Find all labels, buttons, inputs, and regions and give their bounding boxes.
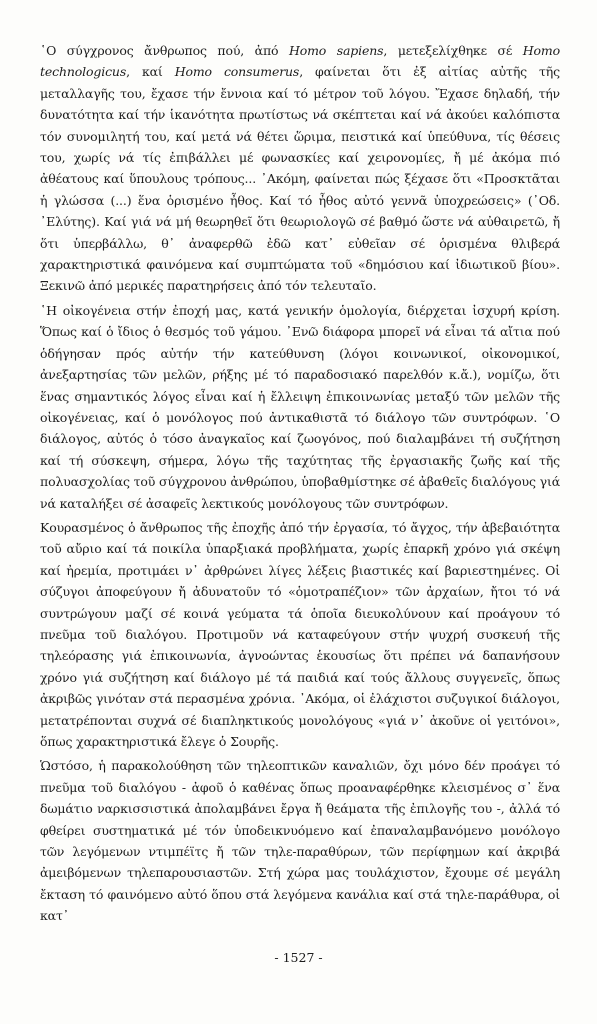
- paragraph: [40, 300, 560, 514]
- paragraph-text: Κουρασμένος ὁ ἄνθρωπος τῆς ἐποχῆς ἀπό τήν ἐργασία, τό ἄγχος, τήν ἀβεβαιότητα τοῦ αὔριο καί τά ποικίλα ὑπαρξιακά προβλήματα, χωρίς ἐπαρκῆ χρόνο γιά σκέψη καί ἠρεμία, προτιμάει ν᾿ ἀρθρώνει λίγες λέξεις βιαστικές καί βαριεστημένες. Οἱ σύζυγοι ἀποφεύγουν ἤ ἀδυνατοῦν τό «ὁμοτραπέζιον» τῶν ἀρχαίων, ἤτοι τό νά συντρώγουν μαζί σέ κοινά γεύματα τά ὁποῖα διευκολύνουν καί προάγουν τό πνεῦμα τοῦ διαλόγου. Προτιμοῦν νά καταφεύγουν στήν ψυχρή συσκευή τῆς τηλεόρασης γιά ἐπικοινωνία, ἀγνοώντας ἑκουσίως ὅτι πρέπει νά δαπανήσουν χρόνο γιά συζήτηση καί διάλογο μέ τά παιδιά καί τούς ἄλλους συγγενεῖς, ὅπως ἀκριβῶς γινόταν στά περασμένα χρόνια. ᾿Ακόμα, οἱ ἐλάχιστοι συζυγικοί διάλογοι, μετατρέπονται συχνά σέ διαπληκτικούς μονολόγους «γιά ν᾿ ἀκοῦνε οἱ γειτόνοι», ὅπως χαρακτηριστικά ἔλεγε ὁ Σουρῆς.: [40, 519, 560, 749]
- paragraph: [40, 40, 560, 297]
- italic-term: Homo consumerus: [174, 64, 300, 80]
- italic-term: Homo technologicus: [40, 43, 560, 80]
- paragraph: [40, 517, 560, 752]
- document-page: [40, 40, 560, 927]
- paragraph-text: , καί: [126, 64, 175, 80]
- paragraph-text: Ὡστόσο, ἡ παρακολούθηση τῶν τηλεοπτικῶν καναλιῶν, ὄχι μόνο δέν προάγει τό πνεῦμα τοῦ διαλόγου - ἀφοῦ ὁ καθένας ὅπως προαναφέρθηκε κλεισμένος σ᾿ ἕνα δωμάτιο ναρκισσιστικά ἀπολαμβάνει ἔργα ἤ θεάματα τῆς ἐπιλογῆς του -, ἀλλά τό φθείρει συστηματικά μέ τόν ὑποδεικνυόμενο καί ἐπαναλαμβανόμενο μονόλογο τῶν λεγόμενων ντιμπέϊτς ἤ τῶν τηλε-παραθύρων, τῶν περίφημων καί ἀκριβά ἀμειβόμενων τηλεπαρουσιαστῶν. Στή χώρα μας τουλάχιστον, ἔχουμε σέ μεγάλη ἔκταση τό φαινόμενο αὐτό ὅπου στά λεγόμενα κανάλια καί στά τηλε-παράθυρα, οἱ κατ᾿: [40, 758, 560, 924]
- paragraph-text: ῾Ο σύγχρονος ἄνθρωπος πού, ἀπό: [40, 43, 289, 58]
- italic-term: Homo sapiens: [288, 43, 384, 58]
- paragraph-text: , φαίνεται ὅτι ἐξ αἰτίας αὐτῆς τῆς μεταλλαγῆς του, ἔχασε τήν ἔννοια καί τό μέτρον τοῦ λόγου. Ἔχασε δηλαδή, τήν δυνατότητα καί τήν ἱκανότητα πρωτίστως νά σκέπτεται καί νά ἀκούει καλόπιστα τόν συνομιλητή του, καί μετά νά θέτει ὥριμα, πειστικά καί ὑπεύθυνα, τίς θέσεις του, χωρίς νά τίς ἐπιβάλλει μέ φωνασκίες καί χειρονομίες, ἤ μέ ἀκόμα πιό ἀθέατους καί ὕπουλους τρόπους... ᾿Ακόμη, φαίνεται πώς ξέχασε ὅτι «Προσκτᾶται ἡ γλώσσα (...) ἕνα ὁρισμένο ἦθος. Καί τό ἦθος αὐτό γεννᾶ ὑποχρεώσεις» (᾿Οδ. ᾿Ελύτης). Καί γιά νά μή θεωρηθεῖ ὅτι θεωριολογῶ σέ βαθμό ὥστε νά αὐθαιρετῶ, ἤ ὅτι ὑπερβάλλω, θ᾿ ἀναφερθῶ ἐδῶ κατ᾿ εὐθεῖαν σέ ὁρισμένα θλιβερά χαρακτηριστικά φαινόμενα καί συμπτώματα τοῦ «δημόσιου καί ἰδιωτικοῦ βίου». Ξεκινῶ ἀπό μερικές παρατηρήσεις ἀπό τόν τελευταῖο.: [40, 64, 560, 294]
- paragraph-text: , μετεξελίχθηκε σέ: [383, 43, 523, 58]
- paragraph-text: ῾Η οἰκογένεια στήν ἐποχή μας, κατά γενικήν ὁμολογία, διέρχεται ἰσχυρή κρίση. Ὅπως καί ὁ ἴδιος ὁ θεσμός τοῦ γάμου. ᾿Ενῶ διάφορα μπορεῖ νά εἶναι τά αἴτια πού ὁδήγησαν πρός αὐτήν τήν κατεύθυνση (λόγοι κοινωνικοί, οἰκονομικοί, ἀνεξαρτησίας τῶν μελῶν, ρήξης μέ τό παραδοσιακό παρελθόν κ.ἄ.), νομίζω, ὅτι ἕνας σημαντικός λόγος εἶναι καί ἡ ἔλλειψη ἐπικοινωνίας μεταξύ τῶν μελῶν τῆς οἰκογένειας, καί ὁ μονόλογος πού ἀντικαθιστᾶ τό διάλογο τῶν συντρόφων. ῾Ο διάλογος, αὐτός ὁ τόσο ἀναγκαῖος καί ζωογόνος, πού διαλαμβάνει τή συζήτηση καί τή σύσκεψη, σήμερα, λόγω τῆς ταχύτητας τῆς ἐργασιακῆς ζωῆς καί τῆς πολυασχολίας τοῦ σύγχρονου ἀνθρώπου, ὑποβαθμίστηκε σέ ἀβαθεῖς διαλόγους γιά νά καταλήξει σέ ἀσαφεῖς λεκτικούς μονόλογους τῶν συντρόφων.: [40, 302, 560, 511]
- paragraph: [40, 755, 560, 926]
- page-number: - 1527 -: [274, 950, 323, 965]
